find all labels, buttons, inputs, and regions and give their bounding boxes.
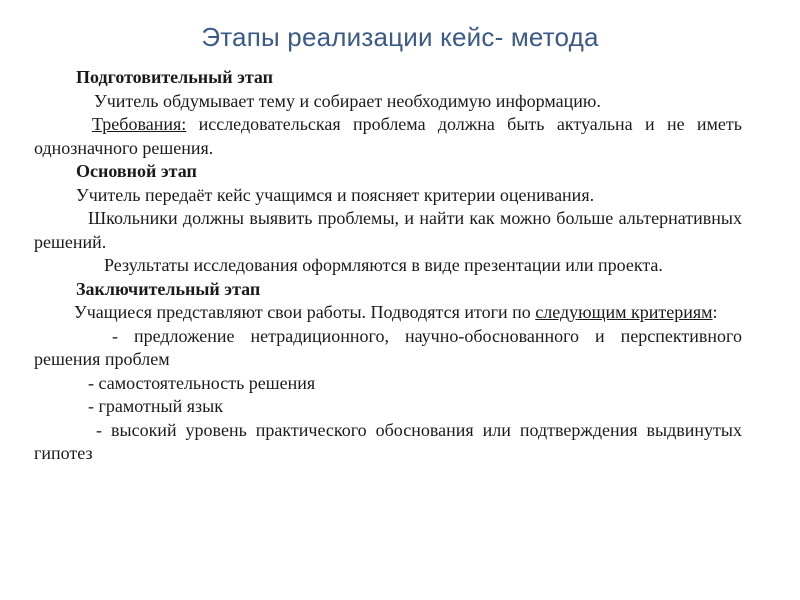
criterion-item: - предложение нетрадиционного, научно-обоснованного и перспективного решения проблем (34, 325, 742, 369)
criteria-label: следующим критериям (535, 302, 713, 322)
stage2-heading: Основной этап (76, 161, 197, 181)
stage1-requirements (34, 113, 742, 160)
stage3-text1-start: Учащиеся представляют свои работы. Подводятся итоги по (74, 302, 536, 322)
stage2-text3: Результаты исследования оформляются в виде презентации или проекта. (104, 255, 663, 275)
stage3-text1 (34, 301, 742, 325)
stage1-heading: Подготовительный этап (76, 67, 274, 87)
criterion-item: - высокий уровень практического обоснования или подтверждения выдвинутых гипотез (34, 419, 742, 463)
page-title: Этапы реализации кейс- метода (201, 22, 599, 52)
stage3-heading: Заключительный этап (76, 278, 261, 299)
stage1-text1: Учитель обдумывает тему и собирает необходимую информацию. (94, 90, 601, 111)
stage2-text2: Школьники должны выявить проблемы, и найти как можно больше альтернативных решений. (34, 208, 742, 252)
stage3-text1-end: : (712, 302, 718, 322)
requirements-text: исследовательская проблема должна быть актуальна и не иметь однозначного решения. (34, 114, 742, 158)
content-body (34, 66, 742, 466)
criterion-item: - грамотный язык (88, 396, 223, 416)
requirements-label: Требования: (92, 114, 187, 134)
stage2-text1: Учитель передаёт кейс учащимся и поясняет критерии оценивания. (76, 184, 595, 205)
criterion-item: - самостоятельность решения (88, 372, 316, 393)
